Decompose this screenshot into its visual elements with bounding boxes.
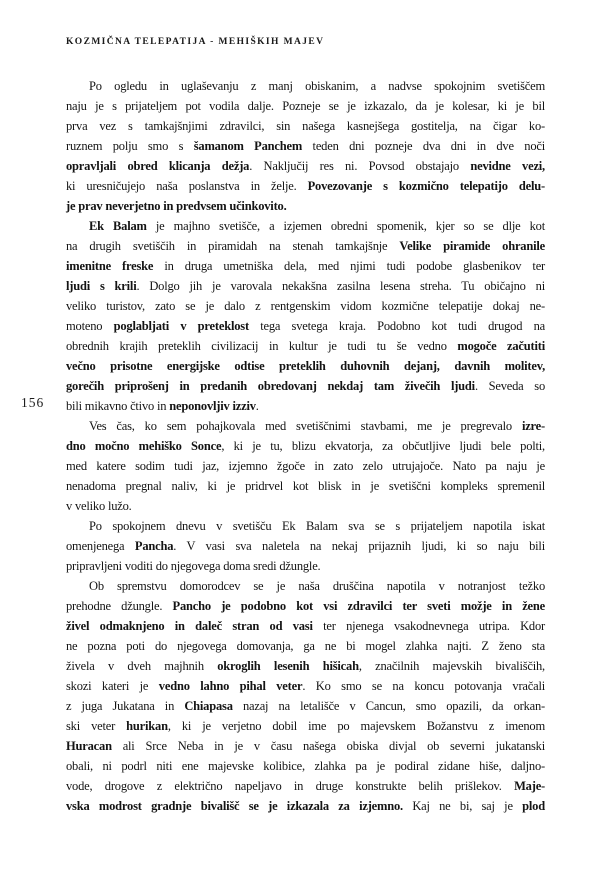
text-line [66, 776, 545, 796]
text-run: ne pozna poti do njegovega domovanja, ga ne bi mogel zlahka najti. Z ženo sta [66, 639, 545, 653]
bold-text-run: hurikan [126, 719, 168, 733]
text-run: . Ko smo se na koncu potovanja vračali [302, 679, 545, 693]
bold-text-run: Velike piramide ohranile [399, 239, 545, 253]
text-run: . [255, 399, 259, 413]
text-run: . V vasi sva naletela na nekaj prijaznih ljudi, ki so naju bili [173, 539, 545, 553]
bold-text-run: šamanom Panchem [193, 139, 303, 153]
text-line [66, 136, 545, 156]
text-run: nazaj na letališče v Cancun, smo opazili, da orkan- [232, 699, 546, 713]
text-line [66, 416, 545, 436]
text-run: med katere sodim tudi jaz, izjemno žgoče in zato zelo utrujajoče. Nato pa naju je [66, 459, 545, 473]
bold-text-run: ljudi s krili [66, 279, 137, 293]
text-line [66, 476, 545, 496]
text-line [66, 316, 545, 336]
text-line [66, 236, 545, 256]
text-line [66, 536, 545, 556]
bold-text-run: imenitne freske [66, 259, 154, 273]
text-run: in druga umetniška dela, med njimi tudi podobe glasbenikov ter [153, 259, 545, 273]
text-line [66, 396, 545, 416]
text-run: , ki je tu, blizu ekvatorja, za občutljive ljudi bele polti, [221, 439, 545, 453]
text-run: veliko turistov, zato se je dalo z rentgenskim vidom kozmične telepatije dokaj ne- [66, 299, 545, 313]
bold-text-run: gorečih priprošenj in predanih obredovanj nekdaj tam živečih ljudi [66, 379, 475, 393]
text-run: ki uresničujejo naša poslanstva in želje. [66, 179, 308, 193]
text-run: . Naključij res ni. Povsod obstajajo [249, 159, 471, 173]
text-line [66, 376, 545, 396]
text-run: ter njenega vsakodnevnega utripa. Kdor [312, 619, 545, 633]
bold-text-run: neponovljiv izziv [169, 399, 256, 413]
text-run: živela v dveh majhnih [66, 659, 218, 673]
text-line [66, 216, 545, 236]
text-run: skozi kateri je [66, 679, 159, 693]
text-line [66, 196, 545, 216]
text-line [66, 436, 545, 456]
text-line [66, 76, 545, 96]
text-line [66, 556, 545, 576]
text-run: Ves čas, ko sem pohajkovala med svetiščnimi stavbami, me je pregrevalo [89, 419, 522, 433]
text-run: prehodne džungle. [66, 599, 173, 613]
body-text [66, 76, 545, 816]
text-line [66, 636, 545, 656]
text-run: Po spokojnem dnevu v svetišču Ek Balam sva se s prijateljem napotila iskat [89, 519, 545, 533]
bold-text-run: opravljali obred klicanja dežja [66, 159, 250, 173]
text-line [66, 296, 545, 316]
bold-text-run: plod [522, 799, 545, 813]
text-run: Ob spremstvu domorodcev se je naša druščina napotila v notranjost težko [89, 579, 545, 593]
bold-text-run: Maje- [514, 779, 545, 793]
bold-text-run: Huracan [66, 739, 112, 753]
text-run: pripravljeni voditi do njegovega doma sredi džungle. [66, 559, 321, 573]
page-number: 156 [21, 395, 45, 410]
bold-text-run: Pancho je podobno kot vsi zdravilci ter sveti možje in žene [172, 599, 546, 613]
text-line [66, 516, 545, 536]
text-run: moteno [66, 319, 114, 333]
text-line [66, 176, 545, 196]
text-line [66, 656, 545, 676]
text-run: , ki je verjetno dobil ime po majevskem Božanstvu z imenom [167, 719, 545, 733]
text-line [66, 336, 545, 356]
text-line [66, 616, 545, 636]
text-line [66, 496, 545, 516]
text-run: , značilnih majevskih bivališčih, [358, 659, 545, 673]
text-run: ruznem polju smo s [66, 139, 194, 153]
text-line [66, 96, 545, 116]
text-run: bili mikavno čtivo in [66, 399, 170, 413]
bold-text-run: Pancha [134, 539, 174, 553]
bold-text-run: izre- [521, 419, 545, 433]
text-line [66, 756, 545, 776]
text-run: naju je s prijateljem pot vodila dalje. Pozneje se je izkazalo, da je kolesar, ki je bil [66, 99, 545, 113]
text-run: obali, ni podrl niti ene majevske kolibice, zlahka pa je podiral zidane hiše, daljno- [66, 759, 545, 773]
running-header: KOZMIČNA TELEPATIJA - MEHIŠKIH MAJEV [66, 37, 325, 47]
text-run: . Seveda so [474, 379, 545, 393]
bold-text-run: vedno lahno pihal veter [158, 679, 303, 693]
text-line [66, 156, 545, 176]
text-run: Kaj ne bi, saj je [402, 799, 523, 813]
bold-text-run: Ek Balam [89, 219, 147, 233]
bold-text-run: živel odmaknjeno in daleč stran od vasi [66, 619, 313, 633]
bold-text-run: poglabljati v preteklost [113, 319, 249, 333]
text-run: omenjenega [66, 539, 135, 553]
text-run: Po ogledu in uglaševanju z manj obiskanim, a nadvse spokojnim svetiščem [89, 79, 545, 93]
text-run: ali Srce Neba in je v času našega obiska divjal ob severni jukatanski [111, 739, 545, 753]
bold-text-run: večno prisotne energijske odtise preteklih duhovnih dejanj, davnih molitev, [66, 359, 545, 373]
text-line [66, 576, 545, 596]
text-run: prva vez s tamkajšnjimi zdravilci, sin našega kasnejšega gostitelja, na čigar ko- [66, 119, 545, 133]
text-line [66, 116, 545, 136]
text-run: nenadoma pregnal naliv, ki je pridrvel kot blisk in je svetiščni kompleks spremenil [66, 479, 545, 493]
text-run: na drugih svetiščih in piramidah na stenah tamkajšnje [66, 239, 400, 253]
text-line [66, 356, 545, 376]
text-run: ski veter [66, 719, 127, 733]
bold-text-run: okroglih lesenih hišicah [217, 659, 359, 673]
bold-text-run: Povezovanje s kozmično telepatijo delu- [307, 179, 545, 193]
text-line [66, 596, 545, 616]
text-line [66, 796, 545, 816]
bold-text-run: dno močno mehiško Sonce [66, 439, 222, 453]
text-line [66, 676, 545, 696]
text-run: z juga Jukatana in [66, 699, 185, 713]
bold-text-run: nevidne vezi, [470, 159, 545, 173]
bold-text-run: je prav neverjetno in predvsem učinkovito. [66, 199, 287, 213]
text-run: obrednih krajih preteklih civilizacij in kultur je tudi tu še vedno [66, 339, 458, 353]
text-run: . Dolgo jih je varovala nekakšna zasilna lesena streha. Tu običajno ni [136, 279, 545, 293]
bold-text-run: vska modrost gradnje bivališč se je izkazala za izjemno. [66, 799, 403, 813]
text-line [66, 696, 545, 716]
bold-text-run: Chiapasa [184, 699, 233, 713]
text-line [66, 456, 545, 476]
text-run: tega svetega kraja. Podobno kot tudi drugod na [248, 319, 545, 333]
text-line [66, 736, 545, 756]
text-line [66, 716, 545, 736]
text-run: v veliko lužo. [66, 499, 132, 513]
text-run: je majhno svetišče, a izjemen obredni spomenik, kjer so se dlje kot [146, 219, 545, 233]
text-line [66, 276, 545, 296]
text-line [66, 256, 545, 276]
bold-text-run: mogoče začutiti [457, 339, 545, 353]
text-run: vode, drogove z električno napeljavo in druge konstrukte belih prišlekov. [66, 779, 515, 793]
text-run: teden dni pozneje dva dni in dve noči [302, 139, 545, 153]
